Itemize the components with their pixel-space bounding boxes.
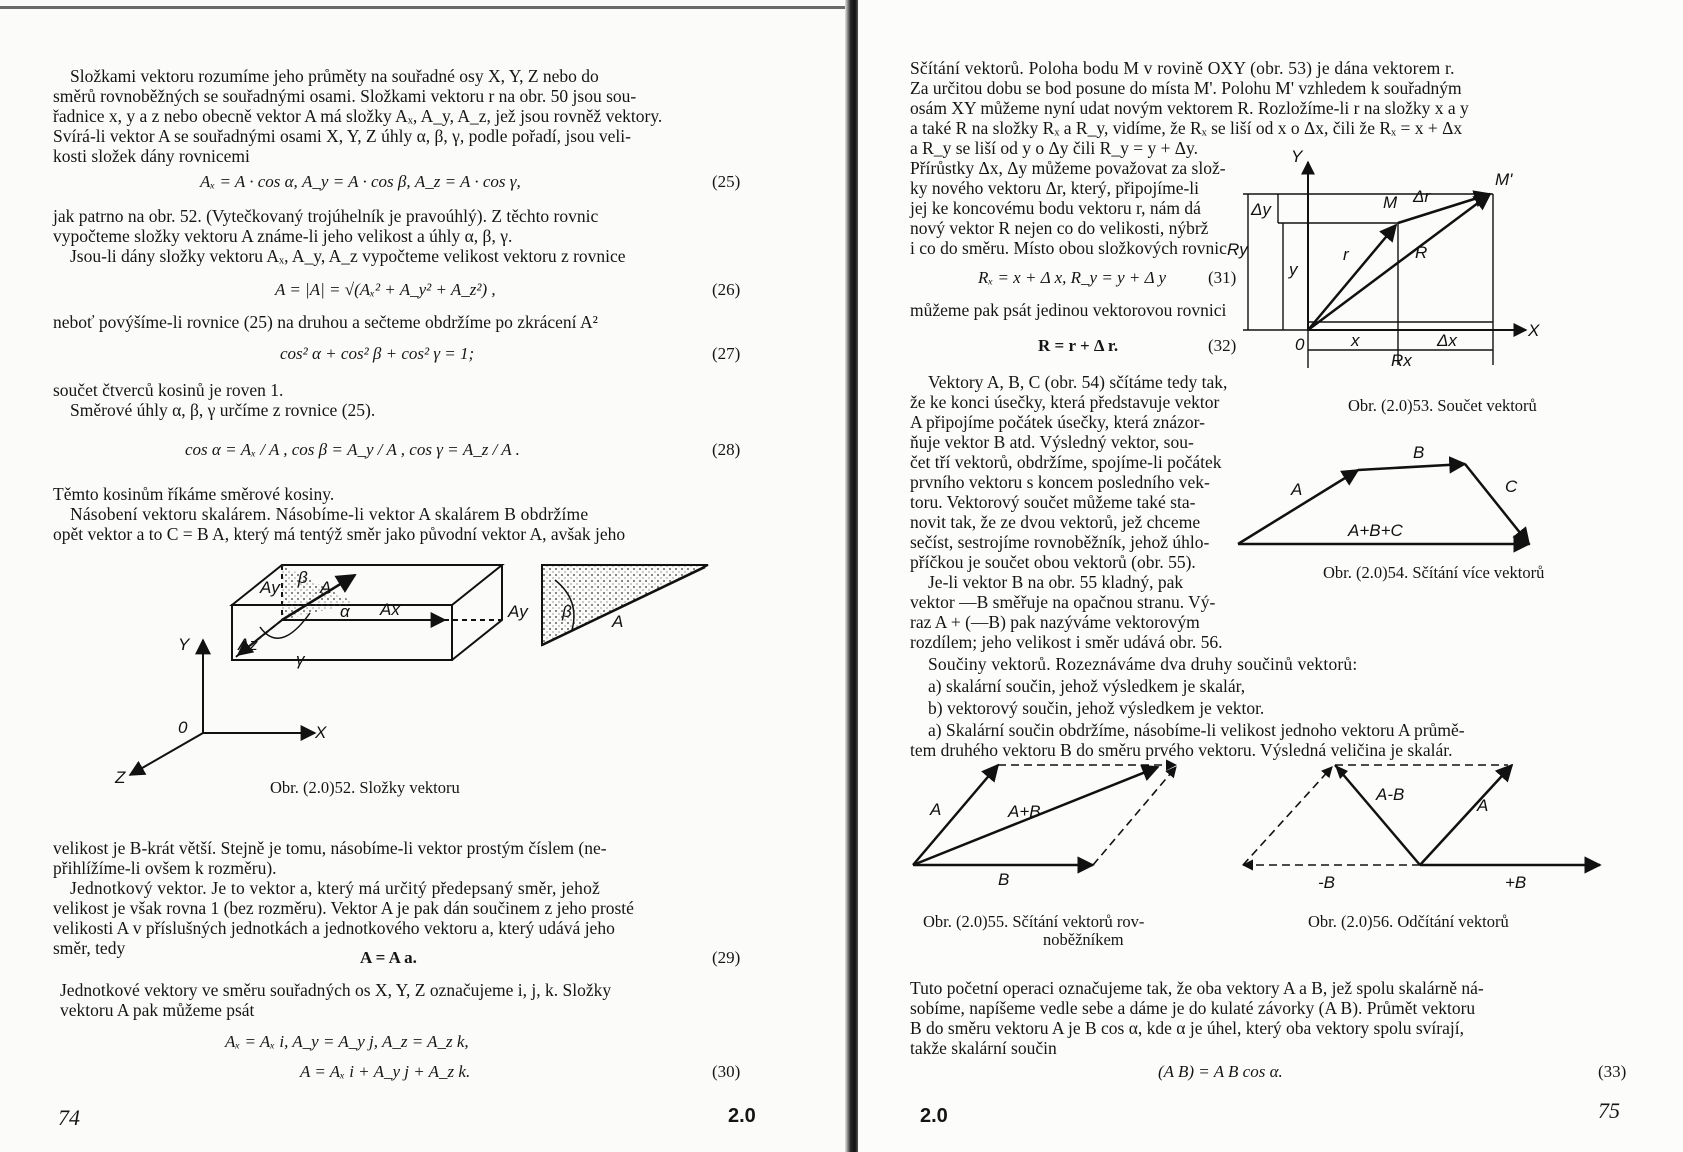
text-line: a také R na složky Rₓ a R_y, vidíme, že Rₓ se liší od x o Δx, čili že Rₓ = x + Δx	[910, 118, 1463, 138]
text-line: kosti složek dány rovnicemi	[53, 146, 250, 166]
equation-26: A = |A| = √(Aₓ² + A_y² + A_z²) ,	[275, 280, 496, 299]
equation-number: (29)	[712, 948, 741, 967]
label-beta: β	[298, 568, 308, 587]
equation-32: R = r + Δ r.	[1038, 336, 1119, 355]
figure-54-caption: Obr. (2.0)54. Sčítání více vektorů	[1323, 563, 1545, 582]
text-line: součet čtverců kosinů je roven 1.	[53, 380, 284, 400]
text-line: ky nového vektoru Δr, který, připojíme-li	[910, 178, 1200, 198]
text-line: směrů rovnoběžných se souřadnými osami. Složkami vektoru r na obr. 50 jsou sou-	[53, 86, 637, 106]
label-c: C	[1505, 477, 1518, 496]
figure-52-caption: Obr. (2.0)52. Složky vektoru	[270, 778, 460, 797]
label-ax: Ax	[380, 600, 400, 619]
text-line: směr, tedy	[53, 938, 126, 958]
text-line: že ke konci úsečky, která představuje vektor	[910, 392, 1220, 412]
label-R: R	[1415, 243, 1428, 262]
section-marker: 2.0	[728, 1105, 756, 1127]
text-line: sečíst, sestrojíme rovnoběžník, jehož úhlo-	[910, 532, 1210, 552]
page-number: 75	[1598, 1098, 1620, 1123]
vector-delta-r	[1398, 194, 1490, 223]
text-line: neboť povýšíme-li rovnice (25) na druhou a sečteme obdržíme po zkrácení A²	[53, 312, 598, 332]
text-line: opět vektor a to C = B A, který má tentýž směr jako původní vektor A, avšak jeho	[53, 524, 626, 544]
vector-a	[1420, 765, 1512, 865]
text-line: novit tak, že ze dvou vektorů, jež chceme	[910, 512, 1201, 532]
label-rx: Rx	[1391, 351, 1412, 370]
equation-number: (25)	[712, 172, 741, 191]
text-line: příčkou je součet obou vektorů (obr. 55).	[910, 552, 1196, 572]
dashed-a	[1093, 767, 1176, 865]
text-line: Svírá-li vektor A se souřadnými osami X, Y, Z úhly α, β, γ, podle pořadí, jsou veli-	[53, 126, 631, 146]
equation-number: (30)	[712, 1062, 741, 1081]
label-az: Az	[238, 635, 258, 654]
text-line: osám XY můžeme nyní udat novým vektorem R. Rozložíme-li r na složky x a y	[910, 98, 1469, 118]
vector-diff	[1335, 765, 1420, 865]
label-delta-r: Δr	[1413, 187, 1431, 206]
text-line: Násobení vektoru skalárem. Násobíme-li vektor A skalárem B obdržíme	[70, 504, 589, 524]
figure-52	[110, 555, 710, 795]
figure-53-main	[1183, 147, 1683, 390]
label-a: A	[1291, 480, 1303, 499]
vector-a	[913, 765, 998, 865]
text-line: Sčítání vektorů. Poloha bodu M v rovině OXY (obr. 53) je dána vektorem r.	[910, 58, 1455, 78]
vector-r	[1308, 225, 1396, 330]
equation-30a: Aₓ = Aₓ i, A_y = A_y j, A_z = A_z k,	[225, 1032, 469, 1051]
text-line: Jednotkový vektor. Je to vektor a, který má určitý předepsaný směr, jehož	[70, 878, 601, 898]
equation-30b: A = Aₓ i + A_y j + A_z k.	[300, 1062, 471, 1081]
text-line: a R_y se liší od y o Δy čili R_y = y + Δy.	[910, 138, 1199, 158]
text-line: velikosti A v příslušných jednotkách a jednotkového vektoru a, který udává jeho	[53, 918, 615, 938]
text-line: Tuto početní operaci označujeme tak, že oba vektory A a B, jež spolu skalárně ná-	[910, 978, 1484, 998]
right-page	[858, 0, 1683, 1152]
text-line: Jednotkové vektory ve směru souřadných os X, Y, Z označujeme i, j, k. Složky	[60, 980, 612, 1000]
text-line: Je-li vektor B na obr. 55 kladný, pak	[928, 572, 1184, 592]
figure-54	[1233, 440, 1543, 555]
page-number: 74	[58, 1105, 80, 1130]
z-axis	[130, 733, 203, 775]
equation-number: (31)	[1208, 268, 1237, 287]
vector-c	[1465, 464, 1529, 544]
axis-label-z: Z	[115, 768, 126, 787]
page-edge-line	[0, 6, 850, 9]
text-line: tem druhého vektoru B do směru prvého vektoru. Výsledná veličina je skalár.	[910, 740, 1453, 760]
text-line: takže skalární součin	[910, 1038, 1057, 1058]
label-x: x	[1351, 331, 1360, 350]
label-sum: A+B+C	[1348, 521, 1403, 540]
label-m-prime: M'	[1495, 170, 1513, 189]
text-line: můžeme pak psát jedinou vektorovou rovnici	[910, 300, 1227, 320]
text-line: jej ke koncovému bodu vektoru r, nám dá	[910, 198, 1201, 218]
label-a: A	[1477, 796, 1489, 815]
label-a: A	[320, 578, 332, 597]
text-line: a) Skalární součin obdržíme, násobíme-li velikost jednoho vektoru A průmě-	[928, 720, 1465, 740]
equation-33: (A B) = A B cos α.	[1158, 1062, 1283, 1081]
text-line: jak patrno na obr. 52. (Vytečkovaný trojúhelník je pravoúhlý). Z těchto rovnic	[53, 206, 599, 226]
label-r: r	[1343, 245, 1349, 264]
text-line: Složkami vektoru rozumíme jeho průměty na souřadné osy X, Y, Z nebo do	[70, 66, 599, 86]
text-line: Součiny vektorů. Rozeznáváme dva druhy součinů vektorů:	[928, 654, 1358, 674]
text-line: Přírůstky Δx, Δy můžeme považovat za slož-	[910, 158, 1226, 178]
vector-b	[1358, 464, 1465, 470]
label-diff: A-B	[1376, 785, 1405, 804]
label-ay-triangle: Ay	[508, 602, 528, 621]
equation-29: A = A a.	[360, 948, 417, 967]
axis-label-y: Y	[178, 635, 190, 654]
label-b: B	[1413, 443, 1425, 462]
label-a: A	[930, 800, 942, 819]
text-line: čet tří vektorů, obdržíme, spojíme-li počátek	[910, 452, 1222, 472]
axis-label-y: Y	[1291, 147, 1303, 166]
text-line: b) vektorový součin, jehož výsledkem je vektor.	[928, 698, 1265, 718]
figure-53-caption: Obr. (2.0)53. Součet vektorů	[1348, 396, 1537, 415]
label-sum: A+B	[1008, 802, 1041, 821]
text-line: velikost je však rovna 1 (bez rozměru). Vektor A je pak dán součinem z jeho prosté	[53, 898, 634, 918]
text-line: ňuje vektor B atd. Výsledný vektor, sou-	[910, 432, 1194, 452]
text-line: velikost je B-krát větší. Stejně je tomu, násobíme-li vektor prostým číslem (ne-	[53, 838, 607, 858]
text-line: vypočteme složky vektoru A známe-li jeho velikost a úhly α, β, γ.	[53, 226, 513, 246]
equation-number: (32)	[1208, 336, 1237, 355]
section-marker: 2.0	[920, 1105, 948, 1127]
dashed-a	[1243, 767, 1332, 865]
label-y: y	[1289, 260, 1298, 279]
label-gamma: γ	[296, 650, 305, 669]
figure-55	[908, 755, 1188, 889]
text-line: B do směru vektoru A je B cos α, kde α je úhel, který oba vektory spolu svírají,	[910, 1018, 1464, 1038]
equation-27: cos² α + cos² β + cos² γ = 1;	[280, 344, 475, 363]
label-delta-x: Δx	[1437, 331, 1457, 350]
label-a-triangle: A	[612, 612, 624, 631]
label-alpha: α	[340, 602, 350, 621]
label-ry: Ry	[1227, 240, 1248, 259]
text-line: Směrové úhly α, β, γ určíme z rovnice (25).	[70, 400, 376, 420]
equation-number: (28)	[712, 440, 741, 459]
label-m: M	[1383, 193, 1398, 212]
text-line: a) skalární součin, jehož výsledkem je skalár,	[928, 676, 1246, 696]
axis-label-x: X	[315, 723, 327, 742]
text-line: Za určitou dobu se bod posune do místa M'. Polohu M' vzhledem k souřadným	[910, 78, 1462, 98]
figure-55-caption-line1: Obr. (2.0)55. Sčítání vektorů rov-	[923, 912, 1145, 931]
text-line: sobíme, napíšeme vedle sebe a dáme je do kulaté závorky (A B). Průmět vektoru	[910, 998, 1476, 1018]
text-line: raz A + (—B) pak nazýváme vektorovým	[910, 612, 1200, 632]
equation-25: Aₓ = A · cos α, A_y = A · cos β, A_z = A · cos γ,	[200, 172, 521, 191]
equation-31: Rₓ = x + Δ x, R_y = y + Δ y	[978, 268, 1167, 287]
text-line: prvního vektoru s koncem posledního vek-	[910, 472, 1210, 492]
text-line: přihlížíme-li ovšem k rozměru).	[53, 858, 277, 878]
text-line: vektoru A pak můžeme psát	[60, 1000, 255, 1020]
label-ay: Ay	[260, 578, 280, 597]
text-line: i co do směru. Místo obou složkových rovnic	[910, 238, 1227, 258]
label-plus-b: +B	[1505, 873, 1527, 892]
label-beta-triangle: β	[562, 602, 572, 621]
equation-28: cos α = Aₓ / A , cos β = A_y / A , cos γ = A_z / A .	[185, 440, 520, 459]
figure-55-caption-line2: noběžníkem	[1043, 930, 1124, 949]
text-line: A připojíme počátek úsečky, která znázor-	[910, 412, 1205, 432]
label-b: B	[998, 870, 1010, 889]
text-line: nový vektor R nejen co do velikosti, nýbrž	[910, 218, 1209, 238]
text-line: Těmto kosinům říkáme směrové kosiny.	[53, 484, 335, 504]
axis-label-x: X	[1528, 321, 1540, 340]
equation-number: (33)	[1598, 1062, 1627, 1081]
text-line: Vektory A, B, C (obr. 54) sčítáme tedy tak,	[928, 372, 1228, 392]
origin-label: 0	[1295, 335, 1305, 354]
text-line: Jsou-li dány složky vektoru Aₓ, A_y, A_z vypočteme velikost vektoru z rovnice	[70, 246, 626, 266]
text-line: řadnice x, y a z nebo obecně vektor A má složky Aₓ, A_y, A_z, jež jsou rovněž vektory.	[53, 106, 663, 126]
label-delta-y: Δy	[1251, 200, 1271, 219]
text-line: rozdílem; jeho velikost i směr udává obr. 56.	[910, 632, 1223, 652]
text-line: toru. Vektorový součet můžeme také sta-	[910, 492, 1196, 512]
figure-56-caption: Obr. (2.0)56. Odčítání vektorů	[1308, 912, 1509, 931]
figure-56	[1240, 755, 1610, 892]
equation-number: (27)	[712, 344, 741, 363]
vector-R	[1308, 194, 1490, 330]
equation-number: (26)	[712, 280, 741, 299]
label-minus-b: -B	[1318, 873, 1335, 892]
origin-label: 0	[178, 718, 188, 737]
text-line: vektor —B směřuje na opačnou stranu. Vý-	[910, 592, 1216, 612]
